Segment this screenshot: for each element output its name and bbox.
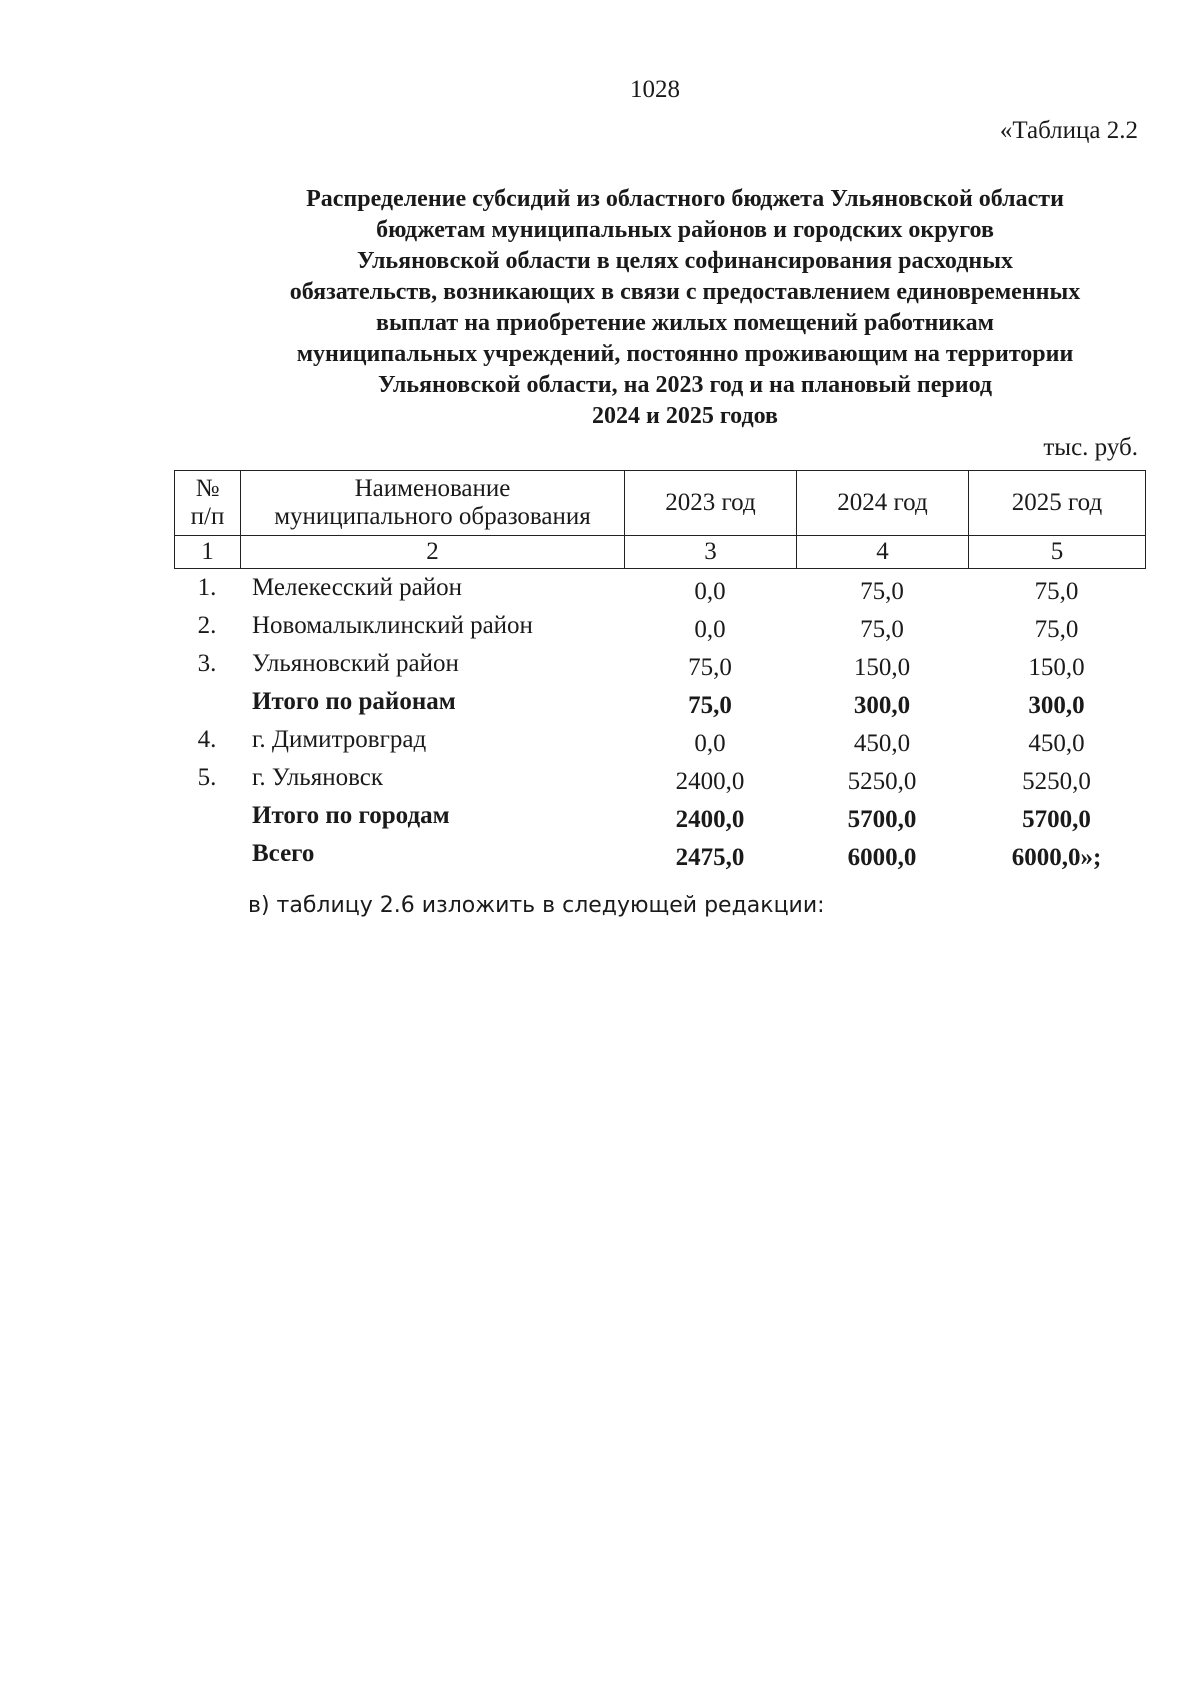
table-row <box>174 650 1145 688</box>
title-line: 2024 и 2025 годов <box>592 403 778 429</box>
value-2025: 5250,0 <box>1022 768 1091 795</box>
document-title <box>180 184 1190 432</box>
title-line: обязательств, возникающих в связи с предоставлением единовременных <box>289 279 1081 305</box>
total-row <box>174 840 1145 878</box>
value-2024: 75,0 <box>860 578 904 605</box>
row-number: 5. <box>197 764 217 791</box>
row-number: 4. <box>197 726 217 753</box>
column-number: 1 <box>175 536 241 569</box>
header-row <box>175 471 1146 536</box>
table-header <box>174 470 1146 569</box>
value-2025: 5700,0 <box>1022 806 1091 833</box>
table-body <box>174 574 1145 878</box>
title-line: Распределение субсидий из областного бюджета Ульяновской области <box>306 186 1064 212</box>
value-2023: 2400,0 <box>675 768 745 795</box>
header-num-line2: п/п <box>190 503 225 530</box>
row-number: 1. <box>197 574 217 601</box>
header-name-line2: муниципального образования <box>274 503 591 530</box>
title-line: выплат на приобретение жилых помещений работникам <box>376 310 994 336</box>
header-name-line1: Наименование <box>354 475 511 502</box>
row-name: Всего <box>252 840 315 867</box>
title-line: Ульяновской области в целях софинансирования расходных <box>357 248 1013 274</box>
value-2024: 150,0 <box>853 654 911 681</box>
value-2024: 450,0 <box>853 730 911 757</box>
header-cell-2025: 2025 год <box>969 471 1146 536</box>
title-line: Ульяновской области, на 2023 год и на плановый период <box>377 372 993 398</box>
row-name: Итого по районам <box>252 688 456 715</box>
subtotal-row <box>174 802 1145 840</box>
title-line: бюджетам муниципальных районов и городских округов <box>376 217 994 243</box>
value-2025: 75,0 <box>1034 616 1079 643</box>
subtotal-row <box>174 688 1145 726</box>
header-cell-name <box>241 471 625 536</box>
column-number: 5 <box>969 536 1146 569</box>
column-number: 3 <box>625 536 797 569</box>
header-cell-num <box>175 471 241 536</box>
footer-paragraph: в) таблицу 2.6 изложить в следующей редакции: <box>248 893 825 918</box>
value-2025: 450,0 <box>1028 730 1085 757</box>
value-2023: 0,0 <box>694 616 726 643</box>
row-name: Итого по городам <box>252 802 450 829</box>
units-label: тыс. руб. <box>1043 434 1138 461</box>
row-name: Мелекесский район <box>252 574 463 601</box>
row-number: 3. <box>197 650 217 677</box>
row-name: г. Ульяновск <box>252 764 383 791</box>
row-name: Ульяновский район <box>252 650 459 677</box>
value-2024: 75,0 <box>860 616 904 643</box>
value-2023: 2475,0 <box>675 844 745 871</box>
closing-quote-suffix: »; <box>1080 844 1102 871</box>
title-line: муниципальных учреждений, постоянно проживающим на территории <box>296 341 1074 367</box>
value-2025-with-suffix <box>968 844 1145 872</box>
value-2024: 300,0 <box>853 692 911 719</box>
value-2023: 2400,0 <box>675 806 745 833</box>
value-2023: 75,0 <box>688 654 732 681</box>
header-cell-2023: 2023 год <box>625 471 797 536</box>
header-num-line1: № <box>195 475 220 502</box>
table-row <box>174 574 1145 612</box>
value-2025: 300,0 <box>1028 692 1085 719</box>
value-2023: 0,0 <box>694 578 726 605</box>
row-name: г. Димитровград <box>252 726 427 753</box>
value-2024: 5250,0 <box>847 768 917 795</box>
value-2023: 75,0 <box>688 692 732 719</box>
table-reference: «Таблица 2.2 <box>999 117 1138 144</box>
value-2025: 6000,0 <box>1011 844 1081 871</box>
value-2024: 5700,0 <box>847 806 917 833</box>
value-2023: 0,0 <box>694 730 726 757</box>
column-number-row <box>175 536 1146 569</box>
page-number: 1028 <box>630 76 680 103</box>
row-number: 2. <box>197 612 217 639</box>
column-number: 2 <box>241 536 625 569</box>
value-2024: 6000,0 <box>847 844 917 871</box>
table-row <box>174 726 1145 764</box>
value-2025: 75,0 <box>1034 578 1079 605</box>
row-name: Новомалыклинский район <box>252 612 533 639</box>
value-2025: 150,0 <box>1028 654 1085 681</box>
table-row <box>174 764 1145 802</box>
table-row <box>174 612 1145 650</box>
header-cell-2024: 2024 год <box>797 471 969 536</box>
column-number: 4 <box>797 536 969 569</box>
